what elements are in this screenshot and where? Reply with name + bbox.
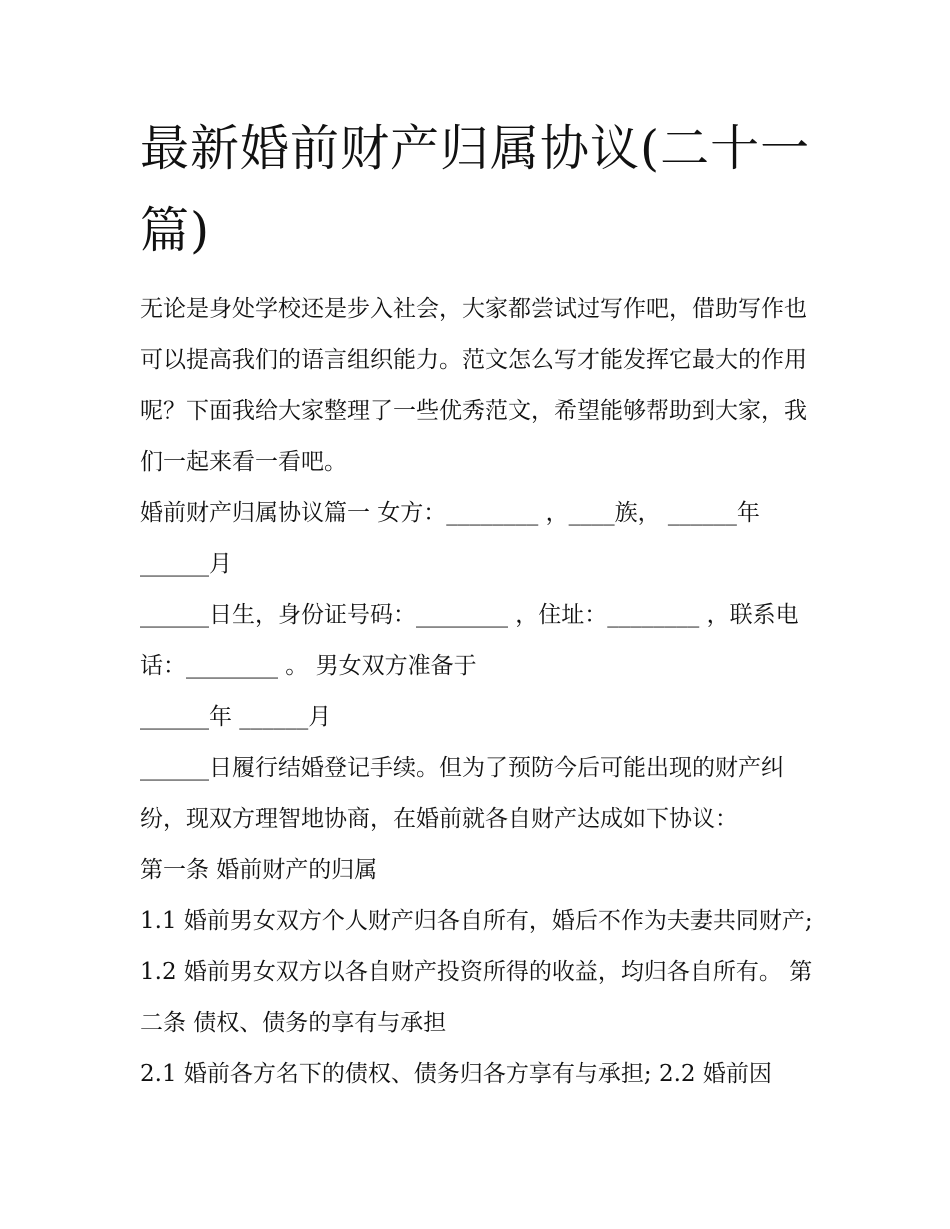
agreement-date-line: ______年 ______月 bbox=[140, 704, 332, 730]
agreement-purpose-paragraph: ______日履行结婚登记手续。但为了预防今后可能出现的财产纠纷，现双方理智地协商，在婚前就各自财产达成如下协议： bbox=[140, 755, 784, 832]
agreement-parties-line: 婚前财产归属协议篇一 女方：________ ，____族， ______年 ______月 bbox=[140, 500, 768, 577]
article-two-clauses: 2.1 婚前各方名下的债权、债务归各方享有与承担; 2.2 婚前因 bbox=[140, 1061, 772, 1087]
agreement-id-line: ______日生，身份证号码：________ ，住址：________ ，联系电话：________ 。 男女双方准备于 bbox=[140, 602, 799, 679]
article-one-heading: 第一条 婚前财产的归属 bbox=[140, 857, 378, 883]
document-page bbox=[140, 108, 820, 1100]
intro-paragraph: 无论是身处学校还是步入社会，大家都尝试过写作吧，借助写作也可以提高我们的语言组织能力。范文怎么写才能发挥它最大的作用呢？下面我给大家整理了一些优秀范文，希望能够帮助到大家，我们一起来看一看吧。 bbox=[140, 296, 807, 475]
article-one-clauses: 1.1 婚前男女双方个人财产归各自所有，婚后不作为夫妻共同财产; 1.2 婚前男女双方以各自财产投资所得的收益，均归各自所有。 第二条 债权、债务的享有与承担 bbox=[140, 908, 820, 1036]
document-title: 最新婚前财产归属协议(二十一篇) bbox=[140, 120, 811, 259]
